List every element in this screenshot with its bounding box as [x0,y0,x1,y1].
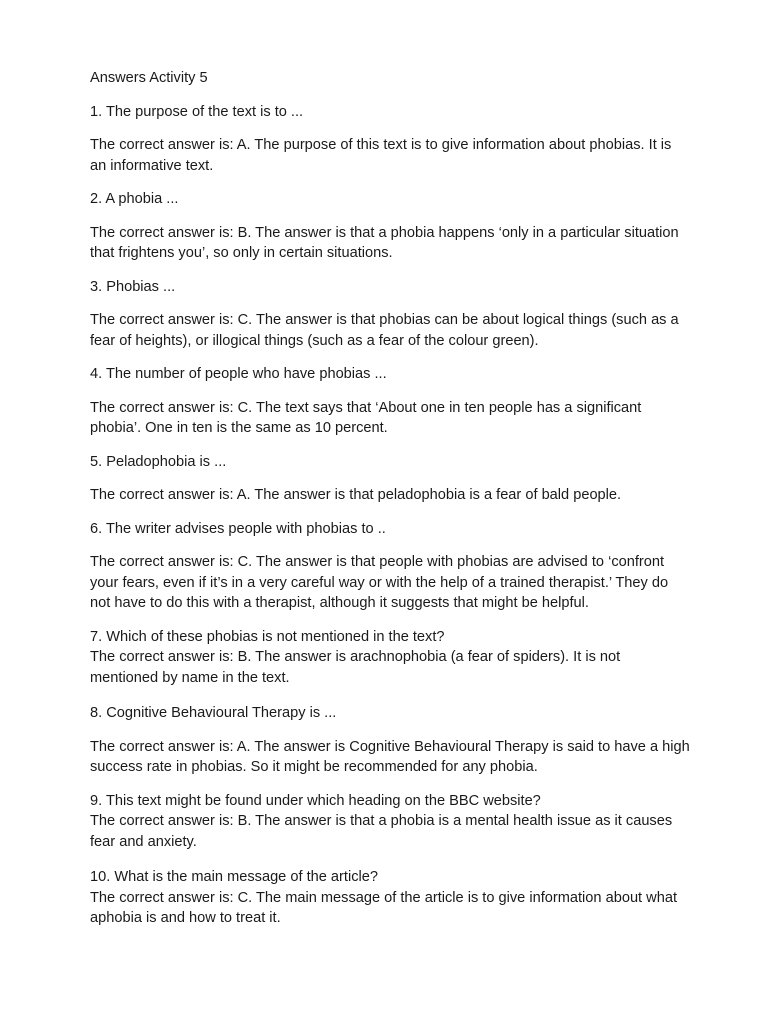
question-9: 9. This text might be found under which heading on the BBC website? [90,792,541,809]
question-7: 7. Which of these phobias is not mentioned in the text? [90,628,445,645]
answer-10: The correct answer is: C. The main message of the article is to give information about what aphobia is and how to treat it. [90,889,682,926]
answer-1: The correct answer is: A. The purpose of this text is to give information about phobias. It is an informative text. [90,137,676,174]
answer-5: The correct answer is: A. The answer is that peladophobia is a fear of bald people. [90,487,622,503]
answer-4: The correct answer is: C. The text says that ‘About one in ten people has a significant phobia’. One in ten is the same as 10 percent. [90,399,646,436]
question-6: 6. The writer advises people with phobias to .. [90,520,386,537]
question-5: 5. Peladophobia is ... [90,453,227,470]
answer-6: The correct answer is: C. The answer is that people with phobias are advised to ‘confront your fears, even if it’s in a very careful way or with the help of a trained therapist.’ They do not have to do this with a therapist, although it suggests that might be helpful. [90,554,673,611]
question-3: 3. Phobias ... [90,278,176,295]
question-10: 10. What is the main message of the article? [90,869,378,885]
answer-7: The correct answer is: B. The answer is arachnophobia (a fear of spiders). It is not mentioned by name in the text. [90,649,625,686]
answer-3: The correct answer is: C. The answer is that phobias can be about logical things (such as a fear of heights), or illogical things (such as a fear of the colour green). [90,312,683,349]
answer-8: The correct answer is: A. The answer is Cognitive Behavioural Therapy is said to have a high success rate in phobias. So it might be recommended for any phobia. [90,738,694,775]
question-8: 8. Cognitive Behavioural Therapy is ... [90,705,337,721]
document-page [90,68,694,944]
question-4: 4. The number of people who have phobias ... [90,366,387,382]
question-2: 2. A phobia ... [90,191,179,207]
answer-2: The correct answer is: B. The answer is that a phobia happens ‘only in a particular situation that frightens you’, so only in certain situations. [90,224,683,261]
question-1: 1. The purpose of the text is to ... [90,103,304,120]
answer-9: The correct answer is: B. The answer is that a phobia is a mental health issue as it causes fear and anxiety. [90,813,677,850]
document-title: Answers Activity 5 [90,70,208,86]
